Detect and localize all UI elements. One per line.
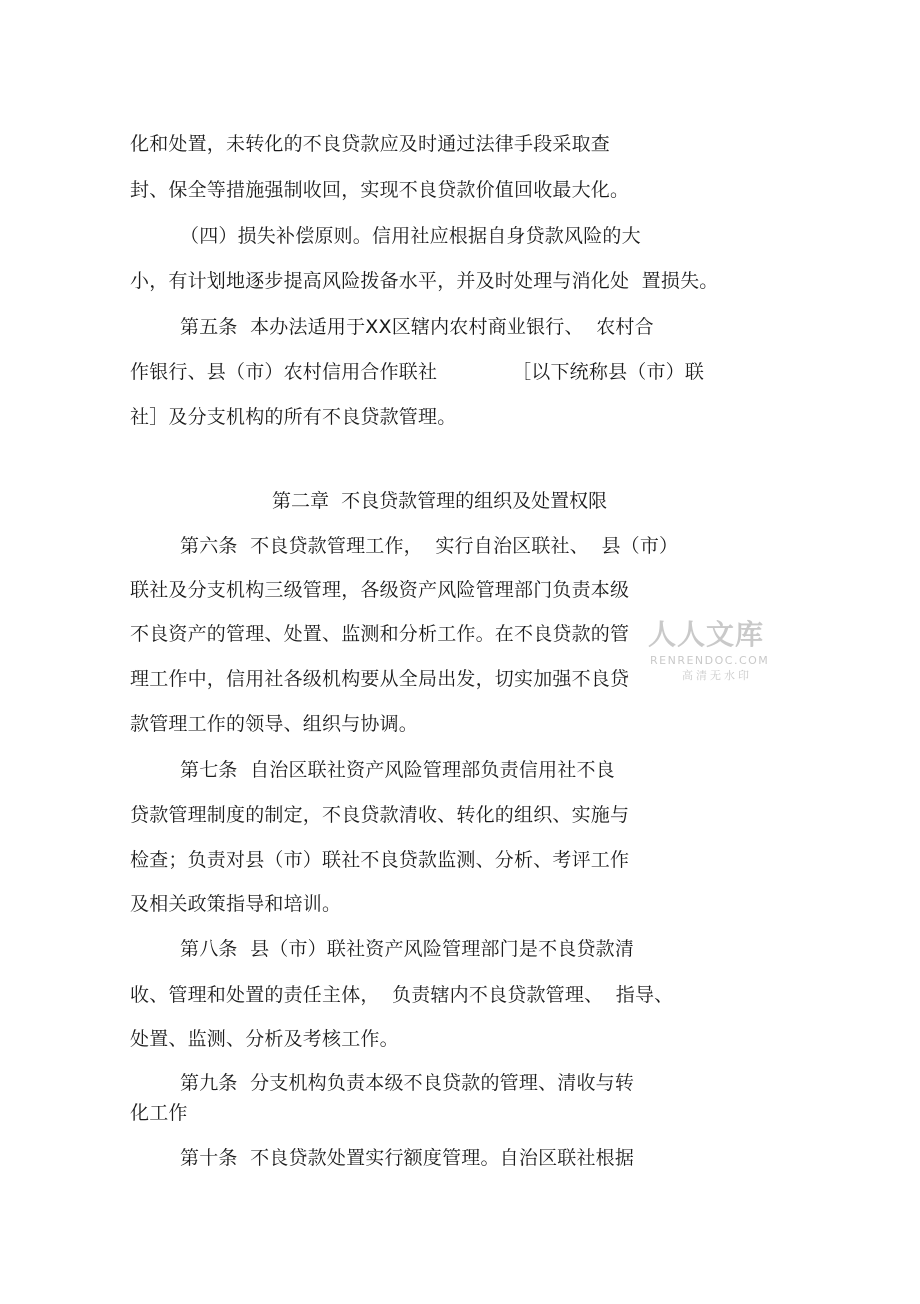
watermark	[648, 618, 778, 688]
paragraph-line: 第五条 本办法适用于XX区辖内农村商业银行、 农村合	[180, 316, 654, 338]
paragraph-line: 款管理工作的领导、组织与协调。	[130, 713, 419, 735]
paragraph-line: 社］及分支机构的所有不良贷款管理。	[130, 406, 457, 428]
paragraph-line: 小，有计划地逐步提高风险拨备水平，并及时处理与消化处 置损失。	[130, 270, 719, 292]
paragraph-line: 贷款管理制度的制定，不良贷款清收、转化的组织、实施与	[130, 804, 630, 826]
paragraph-line: 第七条 自治区联社资产风险管理部负责信用社不良	[180, 759, 615, 781]
paragraph-line: 第六条 不良贷款管理工作， 实行自治区联社、 县（市）	[180, 535, 679, 557]
paragraph-line: 不良资产的管理、处置、监测和分析工作。在不良贷款的管	[130, 623, 630, 645]
paragraph-line: （四）损失补偿原则。信用社应根据自身贷款风险的大	[180, 225, 641, 247]
paragraph-line: 收、管理和处置的责任主体， 负责辖内不良贷款管理、 指导、	[130, 984, 674, 1006]
paragraph-line: 第八条 县（市）联社资产风险管理部门是不良贷款清	[180, 938, 635, 960]
paragraph-line: 化工作	[130, 1102, 188, 1124]
paragraph-line: 第十条 不良贷款处置实行额度管理。自治区联社根据	[180, 1147, 635, 1169]
paragraph-line: 化和处置，未转化的不良贷款应及时通过法律手段采取查	[130, 133, 611, 155]
watermark-url: RENRENDOC.COM	[650, 654, 770, 667]
watermark-brand: 人人文库	[648, 618, 765, 651]
paragraph-line: 理工作中，信用社各级机构要从全局出发，切实加强不良贷	[130, 668, 630, 690]
paragraph-line: 作银行、县（市）农村信用合作联社 ［以下统称县（市）联	[130, 361, 705, 383]
paragraph-line: 联社及分支机构三级管理，各级资产风险管理部门负责本级	[130, 579, 630, 601]
paragraph-line: 第九条 分支机构负责本级不良贷款的管理、清收与转	[180, 1072, 635, 1094]
watermark-tagline: 高清无水印	[682, 669, 752, 682]
paragraph-line: 处置、监测、分析及考核工作。	[130, 1028, 399, 1050]
paragraph-line: 及相关政策指导和培训。	[130, 893, 342, 915]
paragraph-line: 检查；负责对县（市）联社不良贷款监测、分析、考评工作	[130, 849, 630, 871]
paragraph-line: 封、保全等措施强制收回，实现不良贷款价值回收最大化。	[130, 179, 630, 201]
chapter-heading: 第二章 不良贷款管理的组织及处置权限	[272, 490, 608, 512]
